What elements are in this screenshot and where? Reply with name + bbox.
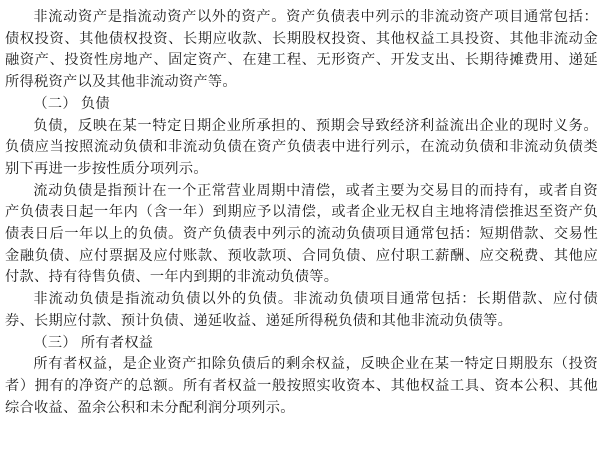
paragraph-noncurrent-assets: 非流动资产是指流动资产以外的资产。资产负债表中列示的非流动资产项目通常包括：债权投资、其他债权投资、长期应收款、长期股权投资、其他权益工具投资、其他非流动金融资产、投资性房地产、固定资产、在建工程、无形资产、开发支出、长期待摊费用、递延所得税资产以及其他非流动资产等。 <box>5 9 598 91</box>
paragraph-current-liabilities: 流动负债是指预计在一个正常营业周期中清偿，或者主要为交易目的而持有，或者自资产负债表日起一年内（含一年）到期应予以清偿，或者企业无权自主地将清偿推迟至资产负债表日后一年以上的负债。资产负债表中列示的流动负债项目通常包括：短期借款、交易性金融负债、应付票据及应付账款、预收款项、合同负债、应付职工薪酬、应交税费、其他应付款、持有待售负债、一年内到期的非流动负债等。 <box>5 182 598 286</box>
section-title: 所有者权益 <box>80 334 154 351</box>
paragraph-liabilities-definition: 负债，反映在某一特定日期企业所承担的、预期会导致经济利益流出企业的现时义务。负债应当按照流动负债和非流动负债在资产负债表中进行列示，在流动负债和非流动负债类别下再进一步按性质分项列示。 <box>5 117 598 177</box>
paragraph-owners-equity: 所有者权益，是企业资产扣除负债后的剩余权益，反映企业在某一特定日期股东（投资者）拥有的净资产的总额。所有者权益一般按照实收资本、其他权益工具、资本公积、其他综合收益、盈余公积和未分配利润分项列示。 <box>5 356 598 416</box>
section-heading-liabilities <box>5 94 598 116</box>
section-heading-owners-equity <box>5 333 598 355</box>
paragraph-noncurrent-liabilities: 非流动负债是指流动负债以外的负债。非流动负债项目通常包括：长期借款、应付债券、长期应付款、预计负债、递延收益、递延所得税负债和其他非流动负债等。 <box>5 291 598 329</box>
section-number: （二） <box>33 95 77 112</box>
section-number: （三） <box>33 334 77 351</box>
section-title: 负债 <box>80 95 110 112</box>
